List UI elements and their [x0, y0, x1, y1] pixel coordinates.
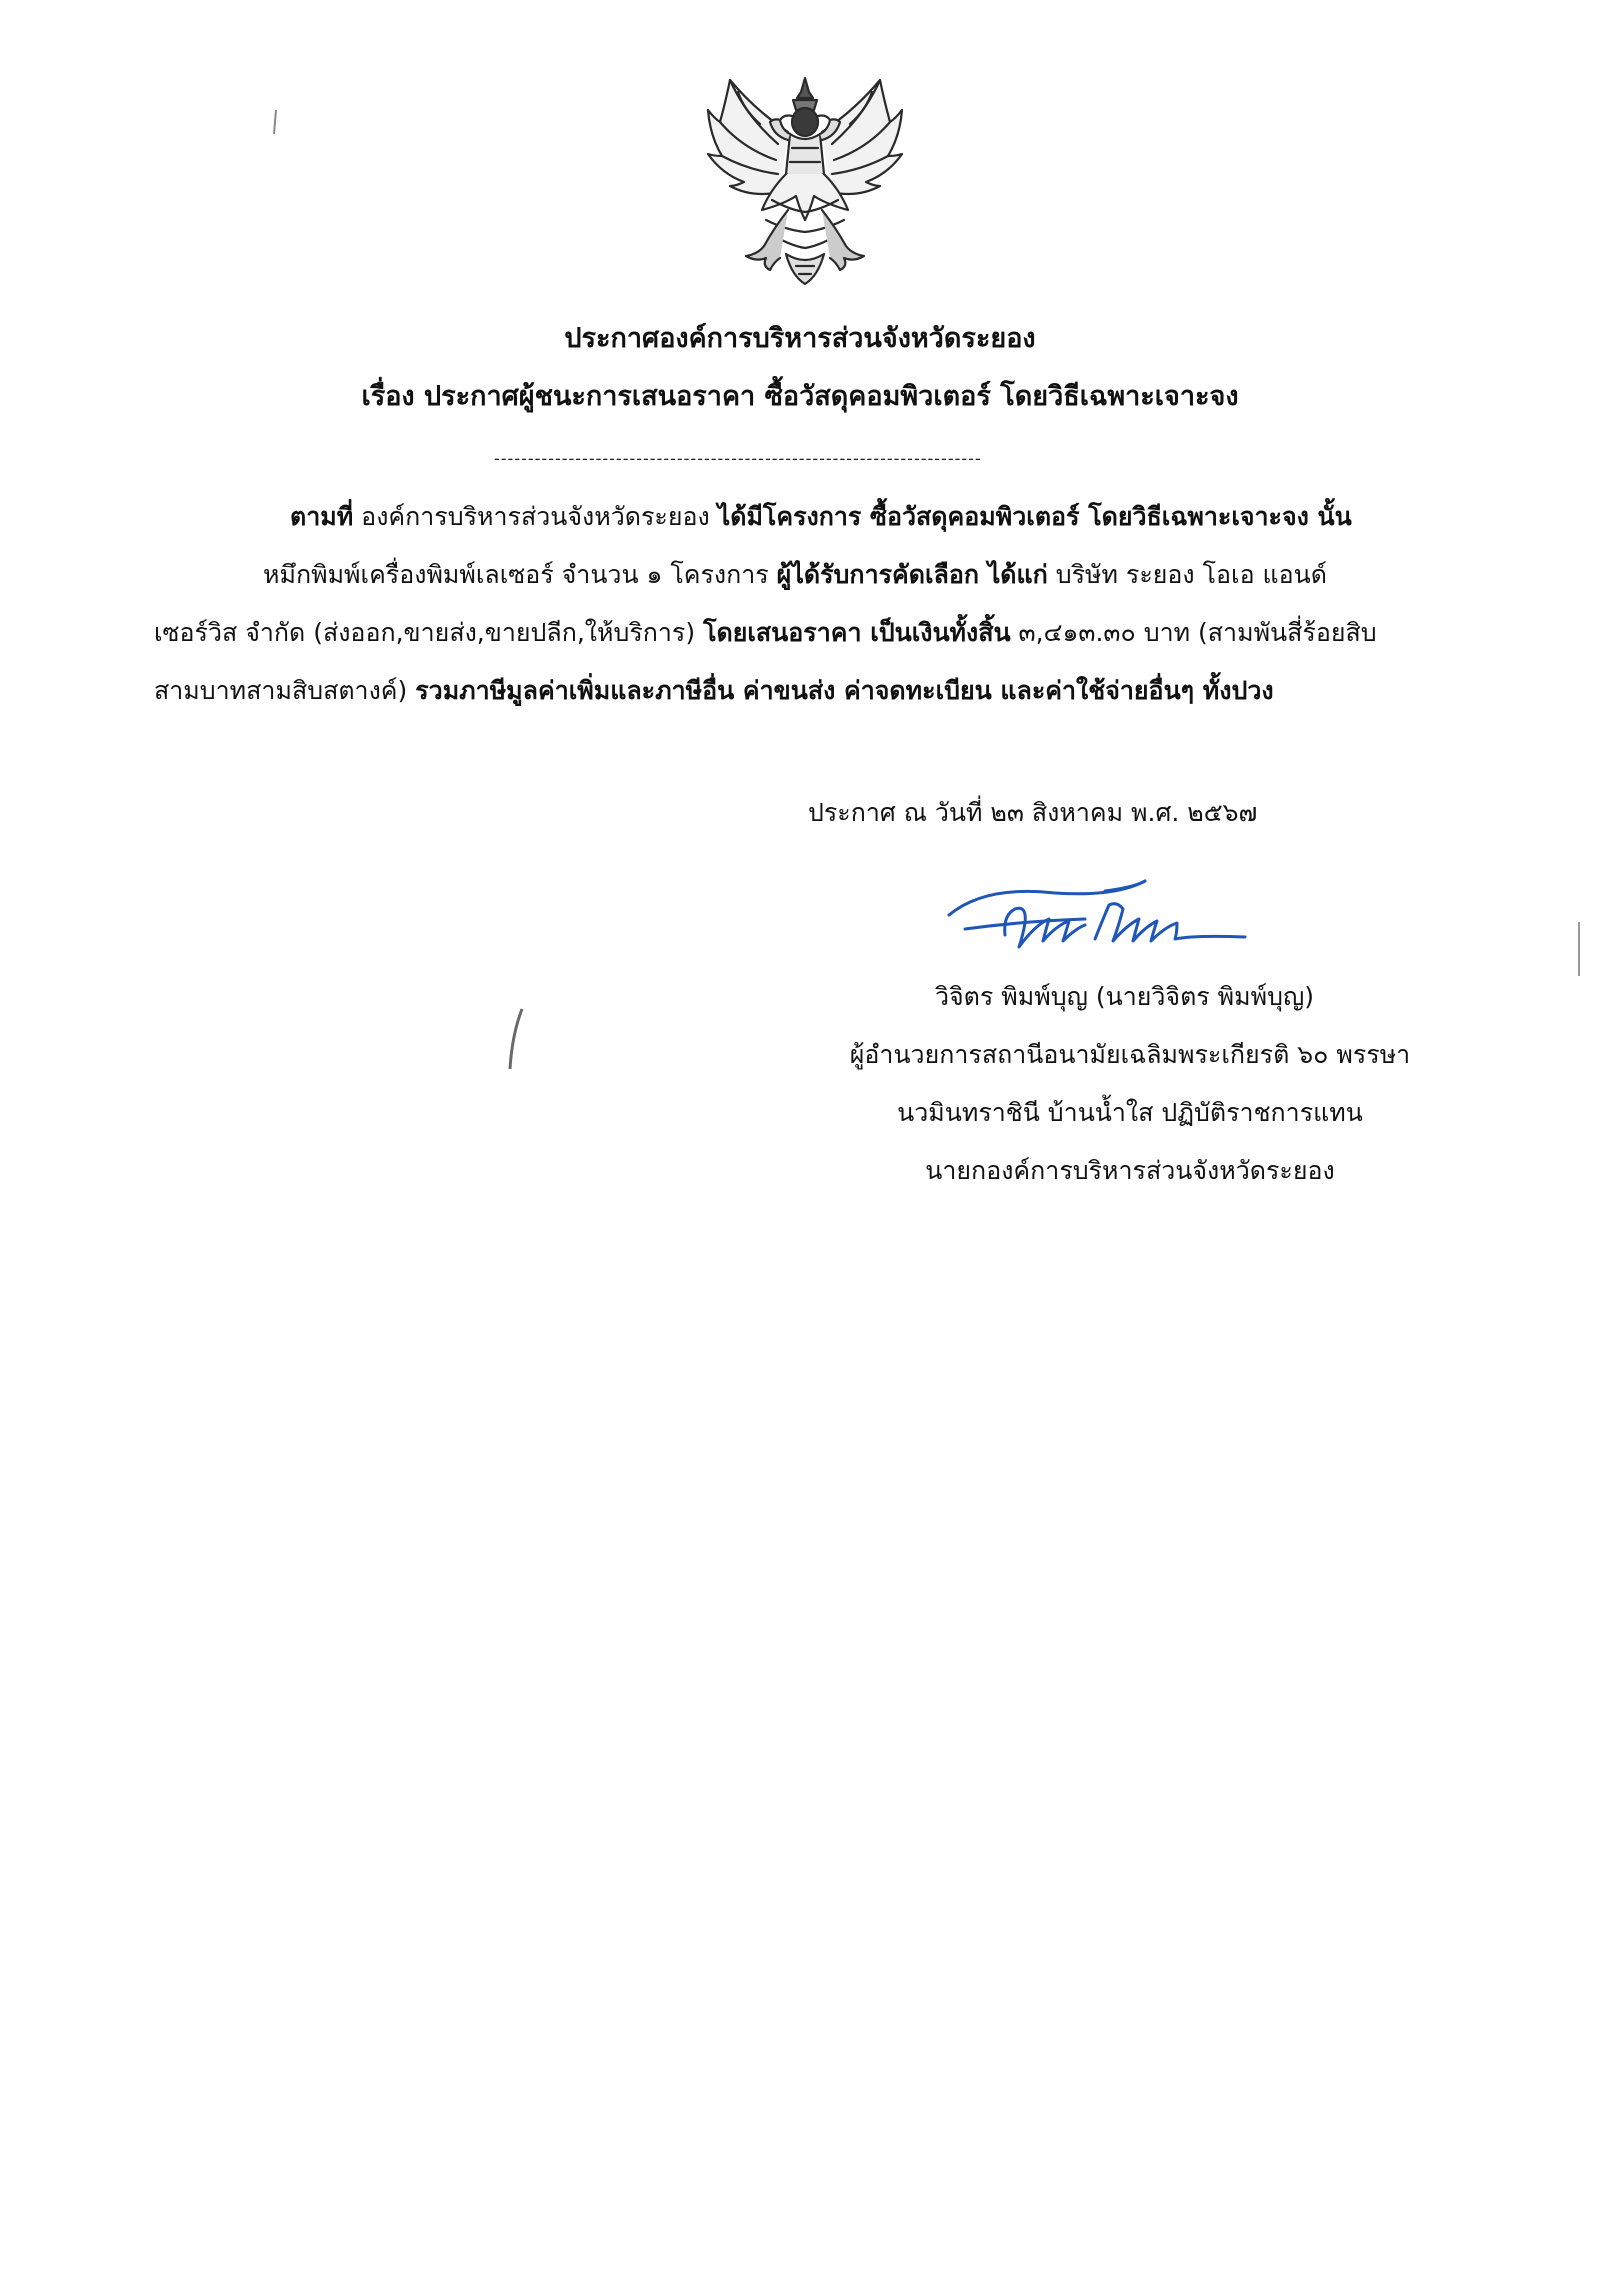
scan-mark [270, 108, 280, 138]
body-text: องค์การบริหารส่วนจังหวัดระยอง [353, 502, 718, 531]
signer-name: วิจิตร พิมพ์บุญ (นายวิจิตร พิมพ์บุญ) [935, 982, 1315, 1011]
body-line-3 [154, 616, 1377, 650]
signer-position: นวมินทราชินี บ้านน้ำใส ปฏิบัติราชการแทน [897, 1098, 1363, 1127]
body-line-1 [290, 500, 1352, 534]
body-text: รวมภาษีมูลค่าเพิ่มและภาษีอื่น ค่าขนส่ง ค่าจดทะเบียน และค่าใช้จ่ายอื่นๆ ทั้งปวง [415, 676, 1274, 705]
separator-line: ------------------------------------------------------------------------ [494, 449, 982, 468]
announcement-date: ประกาศ ณ วันที่ ๒๓ สิงหาคม พ.ศ. ๒๕๖๗ [808, 798, 1258, 827]
body-text: สามบาทสามสิบสตางค์) [154, 676, 416, 705]
signer-position: ผู้อำนวยการสถานีอนามัยเฉลิมพระเกียรติ ๖๐ พรรษา [849, 1040, 1411, 1069]
body-text: หมึกพิมพ์เครื่องพิมพ์เลเซอร์ จำนวน ๑ โครงการ [263, 560, 777, 589]
scan-mark [500, 1005, 530, 1075]
body-text: โดยเสนอราคา เป็นเงินทั้งสิ้น [703, 618, 1011, 647]
garuda-emblem-icon [700, 70, 910, 290]
body-line-2 [263, 558, 1327, 592]
body-text: ผู้ได้รับการคัดเลือก ได้แก่ [776, 560, 1048, 589]
announcement-subject: เรื่อง ประกาศผู้ชนะการเสนอราคา ซื้อวัสดุคอมพิวเตอร์ โดยวิธีเฉพาะเจาะจง [361, 381, 1239, 412]
body-text: ๓,๔๑๓.๓๐ บาท (สามพันสี่ร้อยสิบ [1010, 618, 1377, 647]
announcement-title: ประกาศองค์การบริหารส่วนจังหวัดระยอง [564, 323, 1036, 354]
body-text: ได้มีโครงการ ซื้อวัสดุคอมพิวเตอร์ โดยวิธีเฉพาะเจาะจง นั้น [717, 502, 1352, 531]
signer-position: นายกองค์การบริหารส่วนจังหวัดระยอง [925, 1156, 1335, 1185]
handwritten-signature [945, 875, 1250, 975]
scan-mark [1574, 920, 1584, 980]
body-line-4 [154, 674, 1274, 708]
body-text: บริษัท ระยอง โอเอ แอนด์ [1047, 560, 1327, 589]
body-text: ตามที่ [290, 502, 354, 531]
body-text: เซอร์วิส จำกัด (ส่งออก,ขายส่ง,ขายปลีก,ให้บริการ) [154, 618, 704, 647]
